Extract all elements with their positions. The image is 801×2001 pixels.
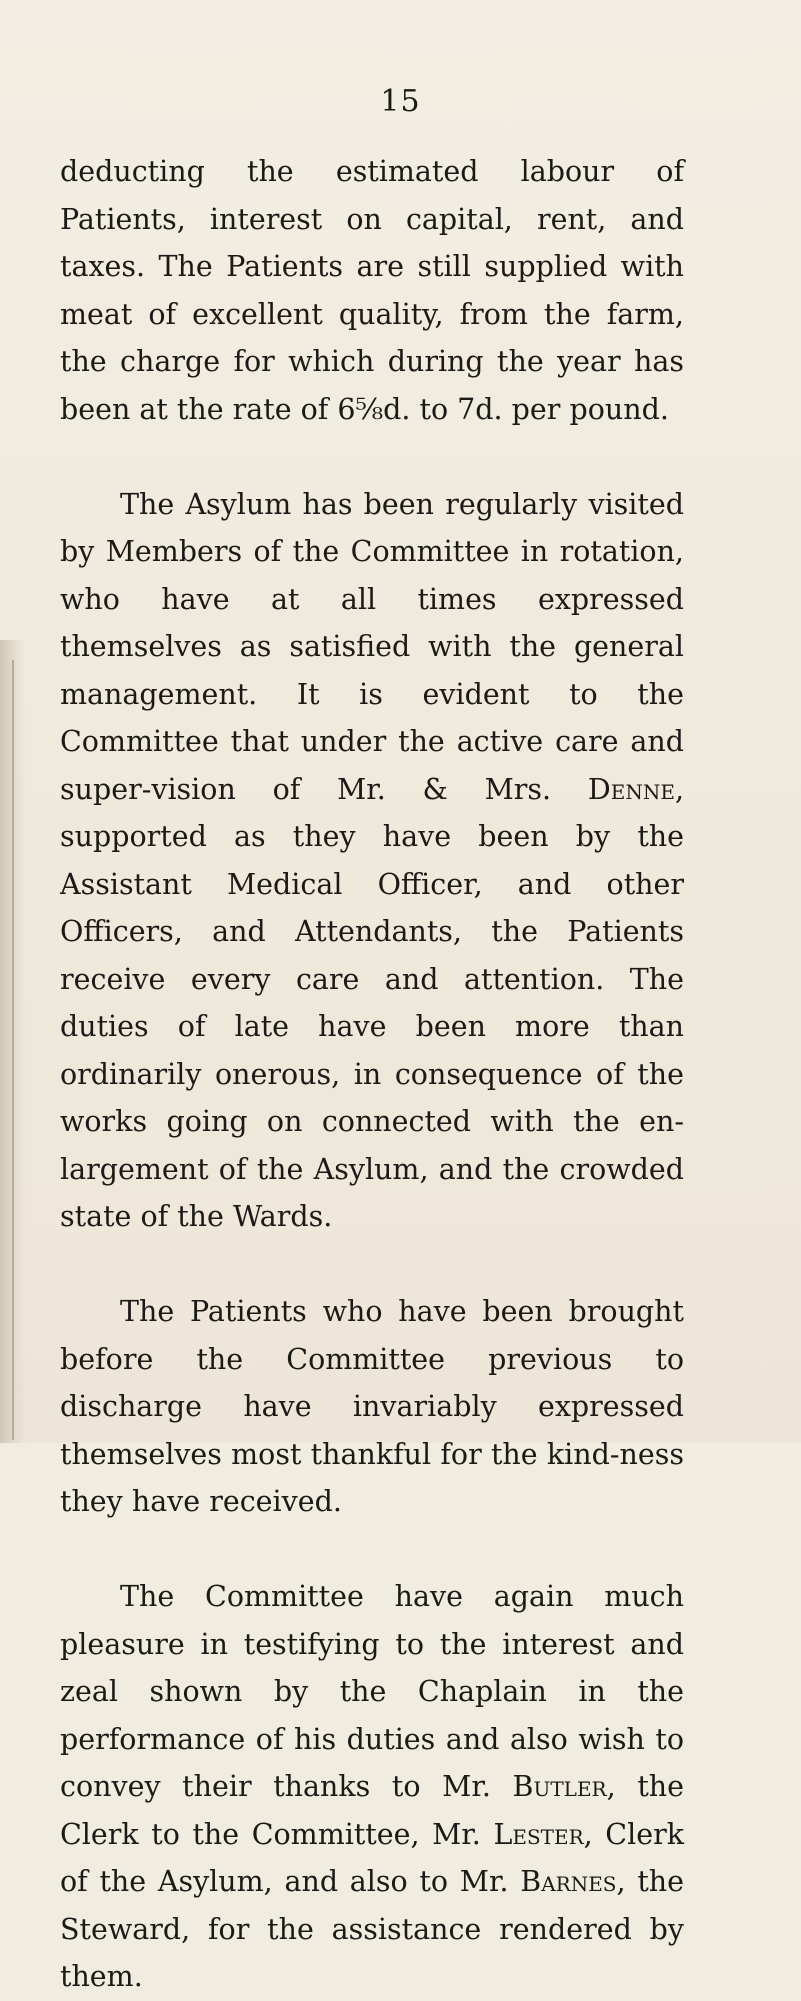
paragraph-1-text: deducting the estimated labour of Patients, interest on capital, rent, and taxes. The Patients are still supplied with meat of excellent quality, from the farm, the charge for which during the year has been at the rate of 6⅝d. to 7d. per pound.: [60, 155, 684, 426]
page-number: 15: [380, 84, 421, 119]
name-butler: Butler: [512, 1770, 607, 1803]
paragraph-4-text-d: , the Steward, for the assistance rendered by them.: [60, 1865, 684, 1993]
name-barnes: Barnes: [520, 1865, 617, 1898]
body-text: [60, 148, 684, 2001]
paragraph-3: [60, 1288, 684, 1526]
paragraph-2-text-b: , supported as they have been by the Assistant Medical Officer, and other Officers, and Attendants, the Patients receive every care and attention. The duties of late have been more than ordinarily onerous, in consequence of the works going on connected with the en-largement of the Asylum, and the crowded state of the Wards.: [60, 772, 684, 1233]
paragraph-4-text-b: , the Clerk to the Committee, Mr.: [60, 1770, 684, 1851]
name-denne: Denne: [587, 772, 675, 806]
name-lester: Lester: [493, 1817, 584, 1851]
paragraph-1: [60, 148, 684, 433]
paragraph-2: [60, 481, 684, 1241]
paragraph-4-text-c: , Clerk of the Asylum, and also to Mr.: [60, 1817, 684, 1898]
binding-edge-line: [12, 660, 14, 1440]
paragraph-4: [60, 1573, 684, 2001]
paragraph-3-text: The Patients who have been brought before the Committee previous to discharge have invariably expressed themselves most thankful for the kind-ness they have received.: [60, 1295, 684, 1518]
paragraph-4-text-a: The Committee have again much pleasure in testifying to the interest and zeal shown by the Chaplain in the performance of his duties and also wish to convey their thanks to Mr.: [60, 1580, 684, 1803]
paragraph-2-text-a: The Asylum has been regularly visited by Members of the Committee in rotation, who have at all times expressed themselves as satisfied with the general management. It is evident to the Committee that under the active care and super-vision of Mr. & Mrs.: [60, 487, 684, 806]
